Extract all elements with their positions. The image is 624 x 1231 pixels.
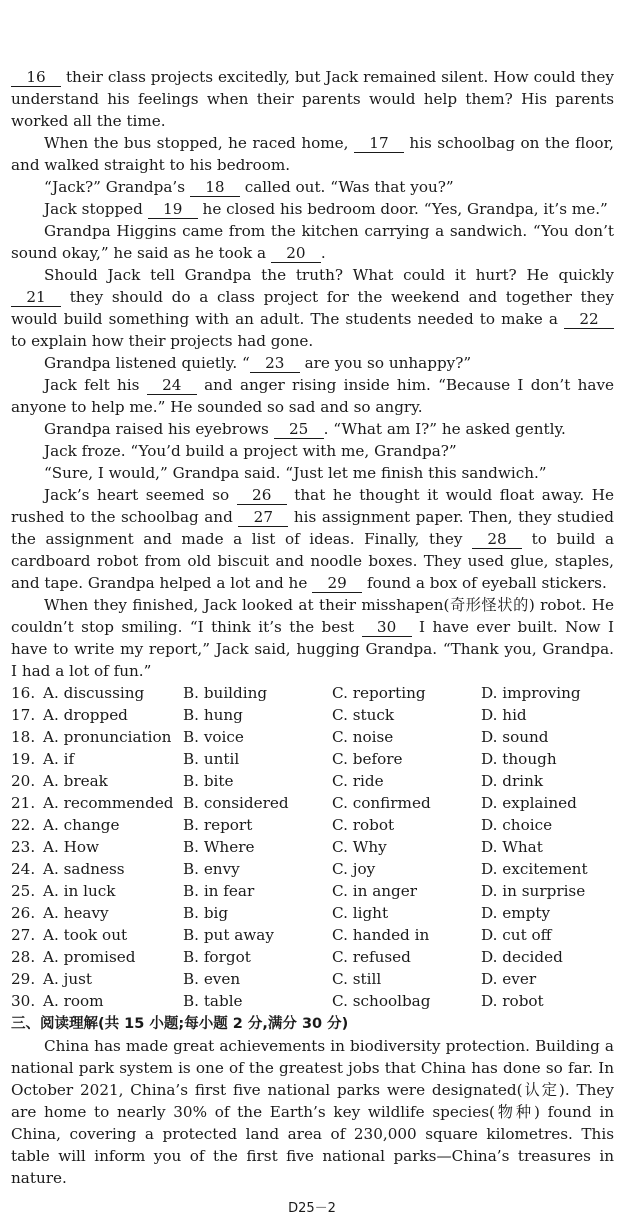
option-b: B. Where (183, 838, 255, 856)
answer-options (11, 682, 614, 1012)
option-a: A. sadness (43, 860, 125, 878)
option-c: C. light (332, 904, 389, 922)
question-number: 17. (11, 706, 36, 724)
option-row-30 (11, 990, 614, 1012)
option-a: A. took out (43, 926, 128, 944)
passage-text: . (320, 244, 326, 262)
option-d: D. in surprise (481, 882, 586, 900)
passage-text: . “What am I?” he asked gently. (323, 420, 566, 438)
option-a: A. in luck (43, 882, 116, 900)
option-a: A. recommended (43, 794, 174, 812)
option-b: B. voice (183, 728, 244, 746)
question-number: 24. (11, 860, 36, 878)
passage-text: When they finished, Jack looked at their misshapen(奇形怪状的) robot. He couldn’t stop smiling. “I think it’s the best (11, 596, 614, 636)
blank-29: 29 (312, 575, 362, 593)
passage-text: found a box of eyeball stickers. (366, 574, 607, 592)
blank-30: 30 (362, 619, 412, 637)
passage-text: I have ever built. Now I have to write my report,” Jack said, hugging Grandpa. “Thank you, Grandpa. I had a lot of fun.” (11, 618, 614, 680)
option-d: D. cut off (481, 926, 552, 944)
option-d: D. hid (481, 706, 527, 724)
passage-text: and anger rising inside him. “Because I don’t have anyone to help me.” He sounded so sad and so angry. (11, 376, 615, 416)
reading-paragraph: China has made great achievements in biodiversity protection. Building a national park system is one of the greatest jobs that China has done so far. In October 2021, China’s first five national parks were designated(认定). They are home to nearly 30% of the Earth’s key wildlife species(物种) found in China, covering a protected land area of 230,000 square kilometres. This table will inform you of the first five national parks—China’s treasures in nature. (11, 1037, 614, 1187)
option-b: B. in fear (183, 882, 255, 900)
option-row-18 (11, 726, 614, 748)
blank-16: 16 (11, 69, 61, 87)
option-c: C. still (332, 970, 382, 988)
option-b: B. considered (183, 794, 289, 812)
option-c: C. confirmed (332, 794, 431, 812)
option-b: B. until (183, 750, 240, 768)
question-number: 27. (11, 926, 36, 944)
passage-text: his assignment paper. Then, they studied the assignment and made a list of ideas. Finally, they (11, 508, 615, 548)
option-row-25 (11, 880, 614, 902)
passage-text: called out. “Was that you?” (244, 178, 454, 196)
option-row-26 (11, 902, 614, 924)
passage-paragraph-3 (11, 176, 614, 198)
option-d: D. ever (481, 970, 537, 988)
question-number: 19. (11, 750, 36, 768)
passage-paragraph-12 (11, 484, 614, 594)
option-a: A. discussing (43, 684, 145, 702)
question-number: 25. (11, 882, 36, 900)
option-row-29 (11, 968, 614, 990)
passage-paragraph-2 (11, 132, 614, 176)
question-number: 22. (11, 816, 36, 834)
cloze-passage (11, 66, 614, 682)
question-number: 16. (11, 684, 36, 702)
option-b: B. building (183, 684, 268, 702)
option-a: A. promised (43, 948, 136, 966)
option-d: D. sound (481, 728, 549, 746)
passage-text: Grandpa listened quietly. “ (44, 354, 250, 372)
passage-text: they should do a class project for the weekend and together they would build something with an adult. The students needed to make a (11, 288, 614, 328)
option-c: C. stuck (332, 706, 395, 724)
passage-text: Grandpa raised his eyebrows (44, 420, 269, 438)
option-c: C. handed in (332, 926, 430, 944)
question-number: 28. (11, 948, 36, 966)
question-number: 20. (11, 772, 36, 790)
option-c: C. schoolbag (332, 992, 431, 1010)
option-a: A. just (43, 970, 93, 988)
option-b: B. report (183, 816, 253, 834)
question-number: 18. (11, 728, 36, 746)
option-b: B. table (183, 992, 243, 1010)
question-number: 23. (11, 838, 36, 856)
passage-paragraph-8 (11, 374, 614, 418)
passage-text: Jack’s heart seemed so (44, 486, 230, 504)
option-d: D. drink (481, 772, 544, 790)
option-row-20 (11, 770, 614, 792)
option-d: D. empty (481, 904, 551, 922)
option-d: D. What (481, 838, 543, 856)
option-row-19 (11, 748, 614, 770)
blank-17: 17 (354, 135, 404, 153)
option-c: C. joy (332, 860, 376, 878)
blank-22: 22 (564, 311, 614, 329)
question-number: 30. (11, 992, 36, 1010)
blank-21: 21 (11, 289, 61, 307)
option-d: D. improving (481, 684, 581, 702)
option-a: A. if (43, 750, 75, 768)
passage-text: Jack felt his (44, 376, 140, 394)
passage-paragraph-11: “Sure, I would,” Grandpa said. “Just let me finish this sandwich.” (44, 464, 547, 482)
blank-26: 26 (237, 487, 287, 505)
option-d: D. explained (481, 794, 577, 812)
option-a: A. dropped (43, 706, 128, 724)
option-c: C. noise (332, 728, 394, 746)
option-row-17 (11, 704, 614, 726)
option-row-22 (11, 814, 614, 836)
option-c: C. Why (332, 838, 387, 856)
option-row-23 (11, 836, 614, 858)
blank-20: 20 (271, 245, 321, 263)
passage-text: to explain how their projects had gone. (11, 332, 314, 350)
passage-paragraph-9 (11, 418, 614, 440)
passage-text: “Jack?” Grandpa’s (44, 178, 186, 196)
option-b: B. put away (183, 926, 274, 944)
passage-paragraph-1 (11, 66, 614, 132)
option-d: D. choice (481, 816, 553, 834)
blank-23: 23 (250, 355, 300, 373)
blank-24: 24 (147, 377, 197, 395)
option-b: B. big (183, 904, 229, 922)
section-heading: 三、阅读理解(共 15 小题;每小题 2 分,满分 30 分) (11, 1016, 349, 1032)
question-number: 29. (11, 970, 36, 988)
option-d: D. though (481, 750, 557, 768)
option-row-27 (11, 924, 614, 946)
option-c: C. ride (332, 772, 384, 790)
passage-paragraph-6 (11, 264, 614, 352)
passage-text: Should Jack tell Grandpa the truth? What could it hurt? He quickly (44, 266, 614, 284)
passage-text: are you so unhappy?” (304, 354, 472, 372)
option-b: B. even (183, 970, 241, 988)
option-d: D. decided (481, 948, 563, 966)
option-row-21 (11, 792, 614, 814)
page-number: D25－2 (288, 1201, 336, 1216)
option-c: C. refused (332, 948, 411, 966)
question-number: 21. (11, 794, 36, 812)
passage-paragraph-10: Jack froze. “You’d build a project with me, Grandpa?” (44, 442, 457, 460)
option-d: D. robot (481, 992, 544, 1010)
option-b: B. forgot (183, 948, 251, 966)
passage-text: that he thought it would float away. He rushed to the schoolbag and (11, 486, 615, 526)
passage-paragraph-4 (11, 198, 614, 220)
option-row-16 (11, 682, 614, 704)
passage-text: Jack stopped (44, 200, 143, 218)
passage-text: Grandpa Higgins came from the kitchen carrying a sandwich. “You don’t sound okay,” he said as he took a (11, 222, 614, 262)
passage-text: to build a cardboard robot from old biscuit and noodle boxes. They used glue, staples, and tape. Grandpa helped a lot and he (11, 530, 615, 592)
option-a: A. heavy (43, 904, 109, 922)
question-number: 26. (11, 904, 36, 922)
passage-paragraph-13 (11, 594, 614, 682)
passage-paragraph-7 (11, 352, 614, 374)
option-b: B. bite (183, 772, 234, 790)
option-row-24 (11, 858, 614, 880)
option-c: C. reporting (332, 684, 426, 702)
option-b: B. hung (183, 706, 243, 724)
passage-text: their class projects excitedly, but Jack remained silent. How could they understand his feelings when their parents would help them? His parents worked all the time. (11, 68, 615, 130)
blank-25: 25 (274, 421, 324, 439)
blank-28: 28 (472, 531, 522, 549)
option-a: A. change (43, 816, 120, 834)
passage-paragraph-5 (11, 220, 614, 264)
blank-18: 18 (190, 179, 240, 197)
option-a: A. break (43, 772, 108, 790)
option-row-28 (11, 946, 614, 968)
option-a: A. pronunciation (43, 728, 172, 746)
blank-19: 19 (148, 201, 198, 219)
blank-27: 27 (238, 509, 288, 527)
option-c: C. in anger (332, 882, 418, 900)
option-c: C. robot (332, 816, 395, 834)
option-a: A. room (43, 992, 104, 1010)
option-d: D. excitement (481, 860, 588, 878)
reading-passage (11, 1035, 614, 1189)
passage-text: he closed his bedroom door. “Yes, Grandpa, it’s me.” (202, 200, 608, 218)
option-a: A. How (43, 838, 100, 856)
passage-text: When the bus stopped, he raced home, (44, 134, 349, 152)
option-c: C. before (332, 750, 403, 768)
passage-text: his schoolbag on the floor, and walked straight to his bedroom. (11, 134, 614, 174)
option-b: B. envy (183, 860, 240, 878)
